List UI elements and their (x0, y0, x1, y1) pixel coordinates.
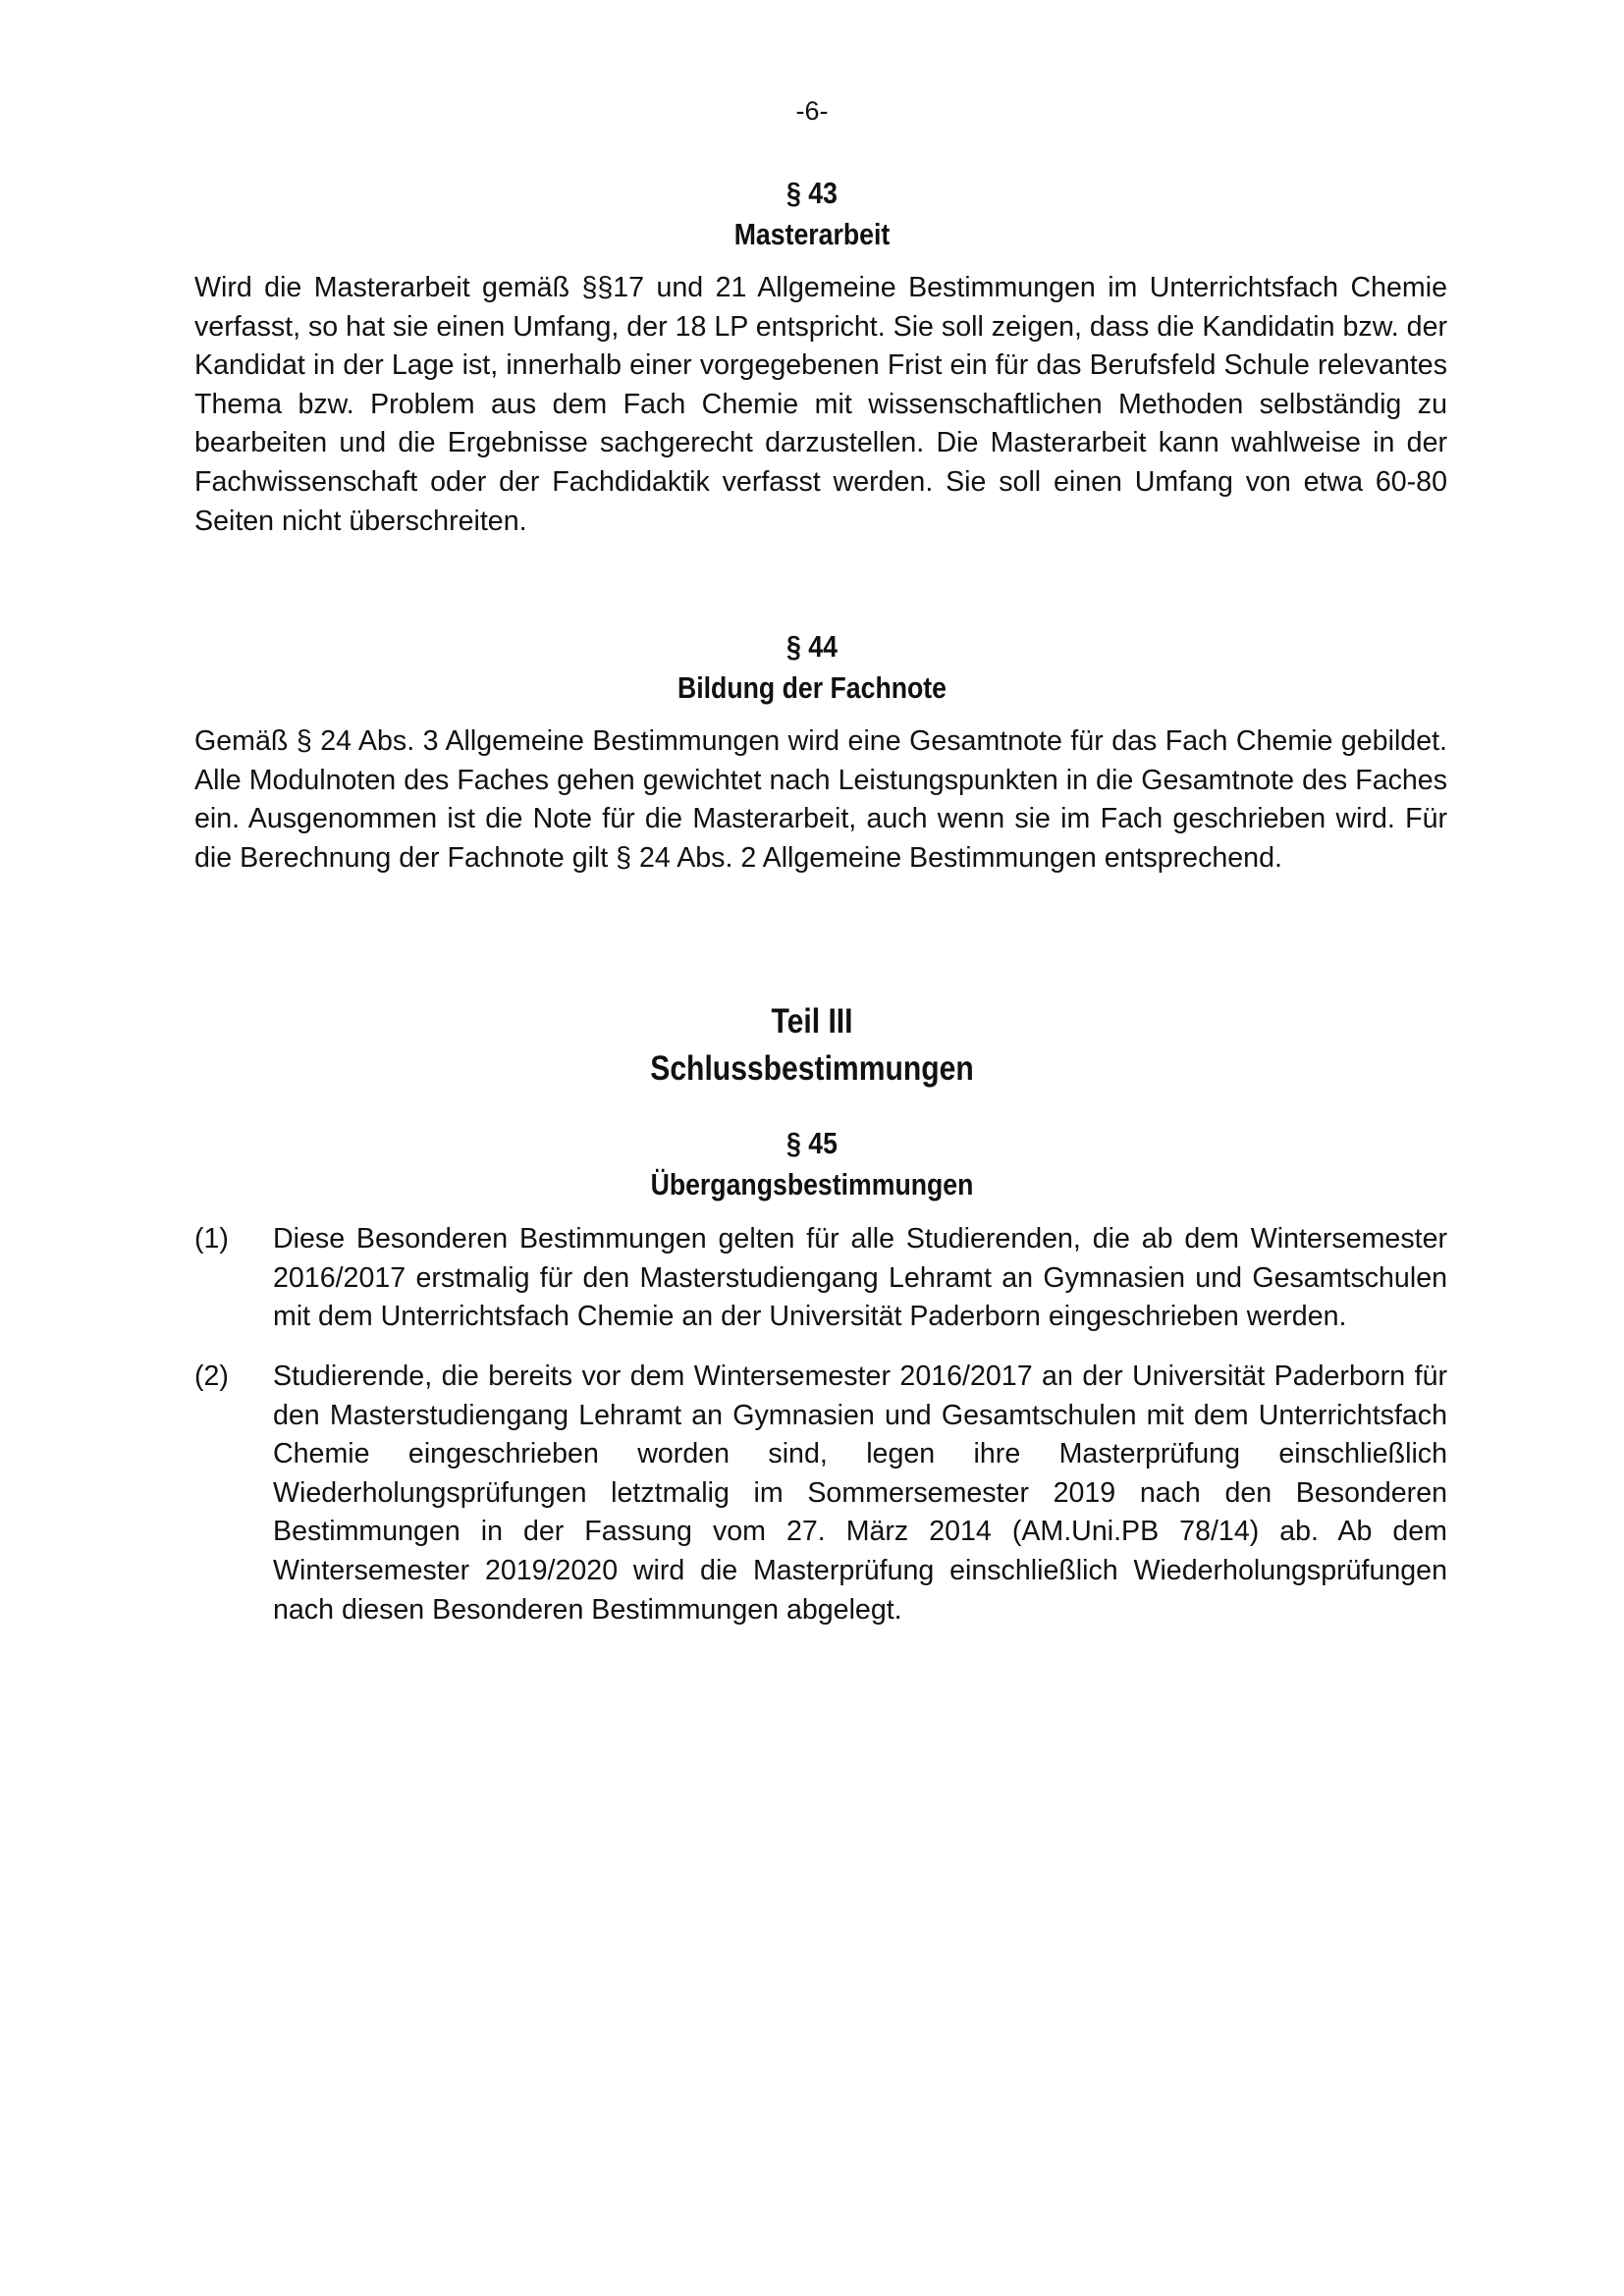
list-item-number: (1) (194, 1223, 229, 1255)
section-44-text: Gemäß § 24 Abs. 3 Allgemeine Bestimmungen wird eine Gesamtnote für das Fach Chemie gebildet. Alle Modulnoten des Faches gehen gewichtet nach Leistungspunkten in die Gesamtnote des Faches ein. Ausgenommen ist die Note für die Masterarbeit, auch wenn sie im Fach geschrieben wird. Für die Berechnung der Fachnote gilt § 24 Abs. 2 Allgemeine Bestimmungen entsprechend. (194, 725, 1447, 874)
section-44-number: § 44 (786, 629, 838, 664)
section-44-title: Bildung der Fachnote (677, 670, 947, 705)
part-3-heading (114, 998, 1510, 1093)
section-44-heading (114, 626, 1510, 709)
list-item-number: (2) (194, 1361, 229, 1392)
section-45-title: Übergangsbestimmungen (650, 1167, 974, 1201)
page-number: -6- (795, 96, 829, 126)
list-item (194, 1220, 1447, 1337)
part-3-title: Schlussbestimmungen (650, 1049, 974, 1088)
section-43-title: Masterarbeit (733, 217, 891, 251)
part-3-label: Teil III (771, 1002, 853, 1041)
section-45-number: § 45 (786, 1126, 838, 1160)
list-item-text: Diese Besonderen Bestimmungen gelten für alle Studierenden, die ab dem Wintersemester 2016/2017 erstmalig für den Masterstudiengang Lehramt an Gymnasien und Gesamtschulen mit dem Unterrichtsfach Chemie an der Universität Paderborn eingeschrieben werden. (273, 1223, 1447, 1333)
section-43-heading (114, 173, 1510, 255)
section-45-heading (114, 1123, 1510, 1205)
section-43-text: Wird die Masterarbeit gemäß §§17 und 21 Allgemeine Bestimmungen im Unterrichtsfach Chemie verfasst, so hat sie einen Umfang, der 18 LP entspricht. Sie soll zeigen, dass die Kandidatin bzw. der Kandidat in der Lage ist, innerhalb einer vorgegebenen Frist ein für das Berufsfeld Schule relevantes Thema bzw. Problem aus dem Fach Chemie mit wissenschaftlichen Methoden selbständig zu bearbeiten und die Ergebnisse sachgerecht darzustellen. Die Masterarbeit kann wahlweise in der Fachwissenschaft oder der Fachdidaktik verfasst werden. Sie soll einen Umfang von etwa 60-80 Seiten nicht überschreiten. (194, 272, 1447, 537)
list-item (194, 1358, 1447, 1629)
list-item-text: Studierende, die bereits vor dem Wintersemester 2016/2017 an der Universität Paderborn für den Masterstudiengang Lehramt an Gymnasien und Gesamtschulen mit dem Unterrichtsfach Chemie eingeschrieben worden sind, legen ihre Masterprüfung einschließlich Wiederholungsprüfungen letztmalig im Sommersemester 2019 nach den Besonderen Bestimmungen in der Fassung vom 27. März 2014 (AM.Uni.PB 78/14) ab. Ab dem Wintersemester 2019/2020 wird die Masterprüfung einschließlich Wiederholungsprüfungen nach diesen Besonderen Bestimmungen abgelegt. (273, 1361, 1447, 1626)
section-43-number: § 43 (786, 176, 838, 210)
